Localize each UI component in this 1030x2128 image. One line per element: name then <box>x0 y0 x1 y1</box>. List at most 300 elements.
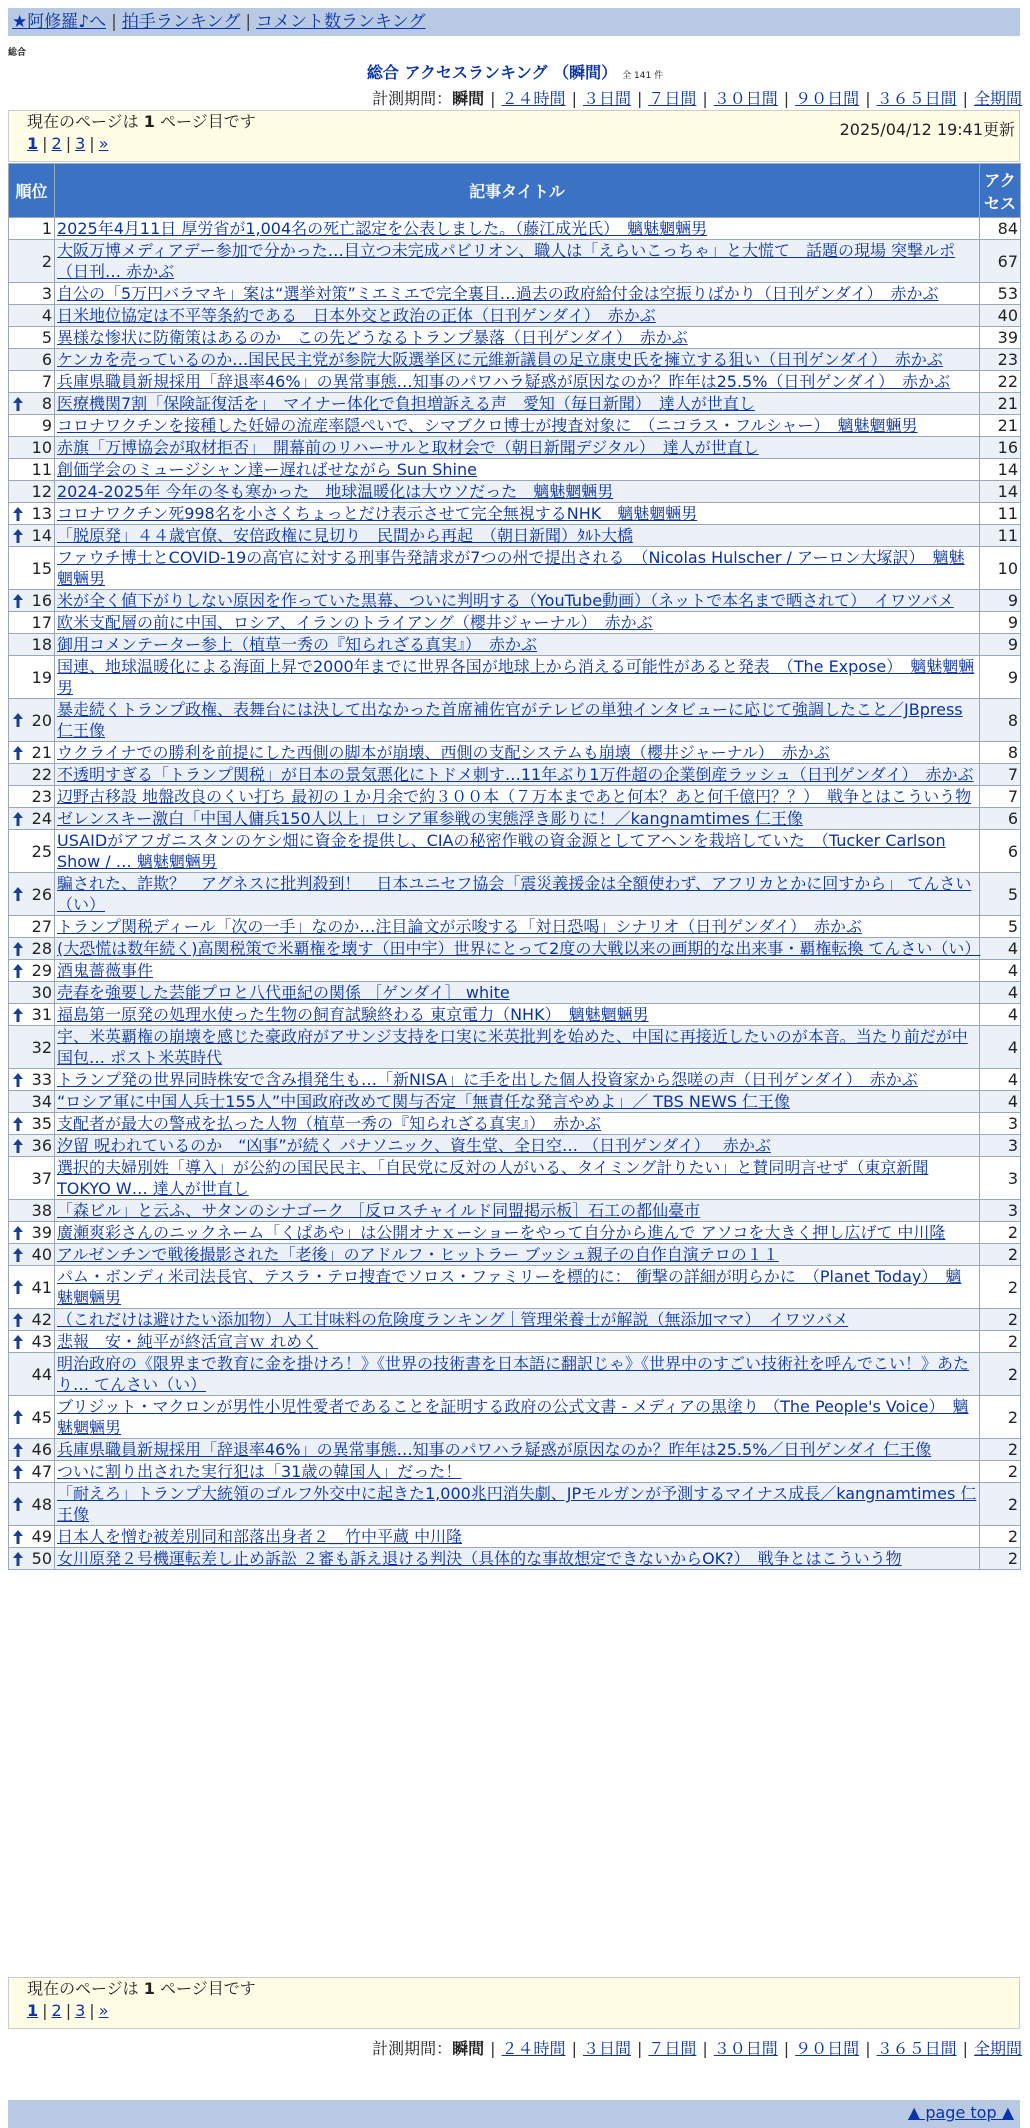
rank-number: 37 <box>31 1168 52 1188</box>
access-count: 21 <box>980 415 1021 437</box>
column-header-access: アクセス <box>980 164 1021 218</box>
article-title-link[interactable]: 異様な惨状に防衛策はあるのか この先どうなるトランプ暴落（日刊ゲンダイ） 赤かぶ <box>57 328 688 347</box>
rank-cell <box>9 1026 55 1069</box>
access-count: 8 <box>980 699 1021 742</box>
rank-number: 12 <box>31 482 52 501</box>
table-row <box>9 1026 1021 1069</box>
rank-number: 43 <box>31 1332 52 1351</box>
access-count: 5 <box>980 873 1021 916</box>
table-row <box>9 371 1021 393</box>
access-count: 2 <box>980 1353 1021 1396</box>
rank-up-arrow-icon <box>12 1409 24 1425</box>
access-count: 23 <box>980 349 1021 371</box>
rank-cell <box>9 982 55 1004</box>
table-row <box>9 393 1021 415</box>
rank-cell <box>9 547 55 590</box>
access-count: 16 <box>980 437 1021 459</box>
rank-cell <box>9 371 55 393</box>
nav-separator: | <box>245 12 252 32</box>
period-separator: | <box>702 89 708 108</box>
rank-cell <box>9 1244 55 1266</box>
period-link-0-bottom[interactable]: ２４時間 <box>501 2039 566 2058</box>
rank-number: 44 <box>31 1364 52 1384</box>
access-count: 4 <box>980 1069 1021 1091</box>
period-link-1[interactable]: ３日間 <box>582 89 631 108</box>
article-title-link[interactable]: トランプ関税ディール「次の一手」なのか…注目論文が示唆する「対日恐喝」シナリオ（日刊ゲンダイ） 赤かぶ <box>57 917 862 936</box>
title-cell <box>55 1004 980 1026</box>
rank-number: 36 <box>31 1136 52 1155</box>
rank-number: 34 <box>31 1092 52 1111</box>
rank-cell <box>9 1222 55 1244</box>
rank-cell <box>9 1069 55 1091</box>
title-cell <box>55 1135 980 1157</box>
article-title-link[interactable]: 自公の「5万円バラマキ」案は“選挙対策”ミエミエで完全裏目…過去の政府給付金は空振りばかり（日刊ゲンダイ） 赤かぶ <box>57 284 939 303</box>
rank-cell <box>9 656 55 699</box>
table-row <box>9 415 1021 437</box>
rank-number: 28 <box>31 939 52 958</box>
rank-number: 31 <box>31 1005 52 1024</box>
period-current: 瞬間 <box>452 2039 485 2058</box>
rank-up-arrow-icon <box>12 1007 24 1023</box>
article-title-link[interactable]: 米が全く値下がりしない原因を作っていた黒幕、ついに判明する（YouTube動画）（ネットで本名まで晒されて） イワツバメ <box>57 591 954 610</box>
table-row <box>9 786 1021 808</box>
period-link-4-bottom[interactable]: ９０日間 <box>795 2039 860 2058</box>
rank-cell <box>9 305 55 327</box>
article-title-link[interactable]: ファウチ博士とCOVID-19の高官に対する刑事告発請求が7つの州で提出される （Nicolas Hulscher / アーロン大塚訳） 魑魅魍魎男 <box>57 548 965 588</box>
table-row <box>9 1244 1021 1266</box>
rank-cell <box>9 830 55 873</box>
article-title-link[interactable]: 兵庫県職員新規採用「辞退率46%」の異常事態…知事のパワハラ疑惑が原因なのか？昨年は25.5%／日刊ゲンダイ 仁王像 <box>57 1440 932 1459</box>
article-title-link[interactable]: （これだけは避けたい添加物）人工甘味料の危険度ランキング｜管理栄養士が解説（無添加ママ） イワツバメ <box>57 1310 849 1329</box>
period-link-6[interactable]: 全期間 <box>973 89 1022 108</box>
title-cell <box>55 1113 980 1135</box>
rank-cell <box>9 1135 55 1157</box>
title-cell <box>55 1069 980 1091</box>
period-separator: | <box>636 2039 643 2058</box>
title-cell <box>55 525 980 547</box>
column-header-title: 記事タイトル <box>55 164 980 218</box>
access-count: 4 <box>980 1004 1021 1026</box>
rank-number: 8 <box>41 394 52 413</box>
rank-number: 42 <box>31 1310 52 1329</box>
access-count: 67 <box>980 240 1021 283</box>
comment-ranking-link[interactable]: コメント数ランキング <box>256 12 426 32</box>
rank-cell <box>9 590 55 612</box>
period-separator: | <box>962 89 968 108</box>
rank-up-arrow-icon <box>12 1496 24 1512</box>
rank-cell <box>9 764 55 786</box>
top-nav <box>8 8 1020 36</box>
table-row <box>9 240 1021 283</box>
rank-number: 45 <box>31 1407 52 1427</box>
table-row <box>9 327 1021 349</box>
table-row <box>9 960 1021 982</box>
table-row <box>9 1200 1021 1222</box>
access-count: 8 <box>980 742 1021 764</box>
rank-number: 2 <box>41 251 52 271</box>
article-title-link[interactable]: パム・ボンディ米司法長官、テスラ・テロ捜査でソロス・ファミリーを標的に： 衝撃の詳細が明らかに （Planet Today） 魑魅魍魎男 <box>57 1267 962 1307</box>
table-row <box>9 437 1021 459</box>
access-count: 14 <box>980 459 1021 481</box>
title-cell <box>55 786 980 808</box>
page-top-link[interactable]: ▲ page top ▲ <box>907 2103 1014 2122</box>
rank-cell <box>9 415 55 437</box>
access-count: 40 <box>980 305 1021 327</box>
title-cell <box>55 481 980 503</box>
period-link-3-bottom[interactable]: ３０日間 <box>713 2039 778 2058</box>
rank-up-arrow-icon <box>12 712 24 728</box>
rank-cell <box>9 459 55 481</box>
title-cell <box>55 1483 980 1526</box>
title-cell <box>55 1331 980 1353</box>
access-count: 39 <box>980 327 1021 349</box>
rank-number: 16 <box>31 591 52 610</box>
article-title-link[interactable]: 赤旗「万博協会が取材拒否」 開幕前のリハーサルと取材会で（朝日新聞デジタル） 達人が世直し <box>57 438 759 457</box>
access-count: 4 <box>980 960 1021 982</box>
title-cell <box>55 1396 980 1439</box>
article-title-link[interactable]: (大恐慌は数年続く)高関税策で米覇権を壊す（田中宇）世界にとって2度の大戦以来の画期的な出来事・覇権転換 てんさい（い） <box>57 939 981 958</box>
rank-number: 20 <box>31 710 52 730</box>
article-title-link[interactable]: 「耐えろ」トランプ大統領のゴルフ外交中に起きた1,000兆円消失劇、JPモルガンが予測するマイナス成長／kangnamtimes 仁王像 <box>57 1484 977 1524</box>
title-cell <box>55 873 980 916</box>
article-title-link[interactable]: 「脱原発」４４歳官僚、安倍政権に見切り 民間から再起 （朝日新聞）ﾀﾙﾄ大橋 <box>57 526 634 545</box>
rank-up-arrow-icon <box>12 886 24 902</box>
article-title-link[interactable]: 兵庫県職員新規採用「辞退率46%」の異常事態…知事のパワハラ疑惑が原因なのか？昨年は25.5%（日刊ゲンダイ） 赤かぶ <box>57 372 951 391</box>
title-cell <box>55 305 980 327</box>
footer-bar <box>8 2100 1020 2128</box>
article-title-link[interactable]: 欧米支配層の前に中国、ロシア、イランのトライアング（櫻井ジャーナル） 赤かぶ <box>57 613 653 632</box>
rank-number: 11 <box>31 460 52 479</box>
rank-number: 3 <box>41 284 52 303</box>
title-cell <box>55 1526 980 1548</box>
pager-bottom <box>9 2000 1019 2022</box>
article-title-link[interactable]: 日米地位協定は不平等条約である 日本外交と政治の正体（日刊ゲンダイ） 赤かぶ <box>57 306 656 325</box>
table-row <box>9 656 1021 699</box>
period-link-5[interactable]: ３６５日間 <box>876 89 957 108</box>
article-title-link[interactable]: 2025年4月11日 厚労省が1,004名の死亡認定を公表しました。（藤江成光氏） 魑魅魍魎男 <box>57 219 708 238</box>
pager-page-link-bottom[interactable]: 3 <box>75 2001 86 2020</box>
rank-number: 26 <box>31 884 52 904</box>
title-cell <box>55 371 980 393</box>
pager-next-link-bottom[interactable]: » <box>98 2001 109 2020</box>
article-title-link[interactable]: 大阪万博メディアデー参加で分かった…目立つ未完成パビリオン、職人は「えらいこっちゃ」と大慌て 話題の現場 突撃ルポ（日刊… 赤かぶ <box>57 241 956 281</box>
access-count: 2 <box>980 1483 1021 1526</box>
period-link-0[interactable]: ２４時間 <box>501 89 566 108</box>
pager-separator: | <box>65 134 72 153</box>
rank-cell <box>9 218 55 240</box>
rank-number: 49 <box>31 1527 52 1546</box>
rank-cell <box>9 960 55 982</box>
article-title-link[interactable]: 明治政府の《限界まで教育に金を掛けろ！》《世界の技術書を日本語に翻訳じゃ》《世界中のすごい技術社を呼んでこい！》あたり… てんさい（い） <box>57 1354 970 1394</box>
rank-number: 21 <box>31 743 52 762</box>
table-row <box>9 938 1021 960</box>
table-row <box>9 547 1021 590</box>
period-link-2-bottom[interactable]: ７日間 <box>648 2039 697 2058</box>
article-title-link[interactable]: ウクライナでの勝利を前提にした西側の脚本が崩壊、西側の支配システムも崩壊（櫻井ジャーナル） 赤かぶ <box>57 743 830 762</box>
table-row <box>9 481 1021 503</box>
rank-cell <box>9 808 55 830</box>
rank-cell <box>9 786 55 808</box>
article-title-link[interactable]: ついに割り出された実行犯は「31歳の韓国人」だった！ <box>57 1462 462 1481</box>
rank-number: 29 <box>31 961 52 980</box>
rank-cell <box>9 938 55 960</box>
period-selector-bottom <box>372 2036 1022 2059</box>
title-cell <box>55 503 980 525</box>
access-count: 11 <box>980 525 1021 547</box>
pager-page-link[interactable]: 2 <box>51 134 62 153</box>
article-title-link[interactable]: 医療機関7割「保険証復活を」 マイナー体化で負担増訴える声 愛知（毎日新聞） 達人が世直し <box>57 394 755 413</box>
access-count: 2 <box>980 1244 1021 1266</box>
period-link-1-bottom[interactable]: ３日間 <box>582 2039 631 2058</box>
pager-current-page-bottom[interactable]: 1 <box>27 2001 39 2020</box>
access-count: 14 <box>980 481 1021 503</box>
access-count: 4 <box>980 938 1021 960</box>
title-cell <box>55 742 980 764</box>
table-row <box>9 916 1021 938</box>
rank-up-arrow-icon <box>12 1529 24 1545</box>
pager-next-link[interactable]: » <box>98 134 109 153</box>
period-separator: | <box>490 89 496 108</box>
pager-separator: | <box>89 2001 95 2020</box>
rank-number: 4 <box>41 306 52 325</box>
table-row <box>9 590 1021 612</box>
title-cell <box>55 393 980 415</box>
article-title-link[interactable]: トランプ発の世界同時株安で含み損発生も…「新NISA」に手を出した個人投資家から怨嗟の声（日刊ゲンダイ） 赤かぶ <box>57 1070 918 1089</box>
article-title-link[interactable]: 2024-2025年 今年の冬も寒かった 地球温暖化は大ウソだった 魑魅魍魎男 <box>57 482 614 501</box>
title-cell <box>55 656 980 699</box>
clap-ranking-link[interactable]: 拍手ランキング <box>121 12 241 32</box>
rank-number: 25 <box>31 841 52 861</box>
pager-page-link[interactable]: 3 <box>75 134 86 153</box>
rank-up-arrow-icon <box>12 745 24 761</box>
article-title-link[interactable]: 宇、米英覇権の崩壊を感じた豪政府がアサンジ支持を口実に米英批判を始めた、中国に再接近したいのが本音。当たり前だが中国包… ポスト米英時代 <box>57 1027 968 1067</box>
rank-up-arrow-icon <box>12 1312 24 1328</box>
article-title-link[interactable]: 「森ビル」と云ふ、サタンのシナゴーク ［反ロスチャイルド同盟掲示板］石工の都仙臺市 <box>57 1201 701 1220</box>
title-cell <box>55 1266 980 1309</box>
article-title-link[interactable]: 日本人を憎む被差別同和部落出身者２＿竹中平蔵 中川隆 <box>57 1527 463 1546</box>
access-count: 2 <box>980 1439 1021 1461</box>
rank-up-arrow-icon <box>12 963 24 979</box>
category-label: 総合 <box>8 48 27 58</box>
article-title-link[interactable]: アルゼンチンで戦後撮影された「老後」のアドルフ・ヒットラー ブッシュ親子の自作自演テロの１１ <box>57 1245 779 1264</box>
article-title-link[interactable]: 不透明すぎる「トランプ関税」が日本の景気悪化にトドメ刺す…11年ぶり1万件超の企業倒産ラッシュ（日刊ゲンダイ） 赤かぶ <box>57 765 974 784</box>
title-cell <box>55 916 980 938</box>
article-title-link[interactable]: 酒鬼薔薇事件 <box>57 961 154 980</box>
title-cell <box>55 437 980 459</box>
access-count: 2 <box>980 1222 1021 1244</box>
pager-separator: | <box>89 134 95 153</box>
title-cell <box>55 349 980 371</box>
rank-cell <box>9 873 55 916</box>
table-row <box>9 503 1021 525</box>
rank-number: 47 <box>31 1462 52 1481</box>
table-row <box>9 1222 1021 1244</box>
article-title-link[interactable]: ケンカを売っているのか…国民民主党が参院大阪選挙区に元維新議員の足立康史氏を擁立する狙い（日刊ゲンダイ） 赤かぶ <box>57 350 943 369</box>
rank-cell <box>9 327 55 349</box>
rank-up-arrow-icon <box>12 1247 24 1263</box>
table-row <box>9 612 1021 634</box>
rank-number: 39 <box>31 1223 52 1242</box>
rank-number: 22 <box>31 765 52 784</box>
title-cell <box>55 1244 980 1266</box>
updated-timestamp: 2025/04/12 19:41更新 <box>839 120 1015 139</box>
article-title-link[interactable]: コロナワクチンを接種した妊婦の流産率隠ぺいで、シマブクロ博士が捜査対象に （ニコラス・フルシャー） 魑魅魍魎男 <box>57 416 918 435</box>
access-count: 2 <box>980 1309 1021 1331</box>
article-title-link[interactable]: 国連、地球温暖化による海面上昇で2000年までに世界各国が地球上から消える可能性があると発表 （The Expose） 魑魅魍魎男 <box>57 657 975 697</box>
nav-separator: | <box>111 12 117 32</box>
rank-cell <box>9 742 55 764</box>
article-title-link[interactable]: 女川原発２号機運転差し止め訴訟 ２審も訴え退ける判決（具体的な事故想定できないからOK?） 戦争とはこういう物 <box>57 1549 902 1568</box>
page-title: 総合 アクセスランキング （瞬間） <box>366 63 618 82</box>
article-title-link[interactable]: USAIDがアフガニスタンのケシ畑に資金を提供し、CIAの秘密作戦の資金源としてアヘンを栽培していた （Tucker Carlson Show / … 魑魅魍魎男 <box>57 831 946 871</box>
rank-up-arrow-icon <box>12 1551 24 1567</box>
rank-cell <box>9 1266 55 1309</box>
rank-number: 33 <box>31 1070 52 1089</box>
title-cell <box>55 1157 980 1200</box>
period-separator: | <box>865 2039 871 2058</box>
rank-number: 35 <box>31 1114 52 1133</box>
article-title-link[interactable]: 汐留 呪われているのか “凶事”が続く パナソニック、資生堂、全日空… （日刊ゲンダイ） 赤かぶ <box>57 1136 771 1155</box>
article-title-link[interactable]: 御用コメンテーター参上（植草一秀の『知られざる真実』） 赤かぶ <box>57 635 538 654</box>
rank-number: 6 <box>41 350 52 369</box>
article-title-link[interactable]: 支配者が最大の警戒を払った人物（植草一秀の『知られざる真実』） 赤かぶ <box>57 1114 602 1133</box>
title-cell <box>55 1222 980 1244</box>
table-row <box>9 634 1021 656</box>
rank-cell <box>9 1157 55 1200</box>
access-count: 9 <box>980 590 1021 612</box>
access-count: 7 <box>980 764 1021 786</box>
rank-cell <box>9 1309 55 1331</box>
table-row <box>9 1091 1021 1113</box>
rank-cell <box>9 1526 55 1548</box>
access-count: 3 <box>980 1157 1021 1200</box>
article-title-link[interactable]: 辺野古移設 地盤改良のくい打ち 最初の１か月余で約３００本（７万本まであと何本？あと何千億円？？） 戦争とはこういう物 <box>57 787 972 806</box>
rank-up-arrow-icon <box>12 593 24 609</box>
article-title-link[interactable]: 悲報 安・純平が終活宣言ｗ れめく <box>57 1332 319 1351</box>
rank-up-arrow-icon <box>12 1464 24 1480</box>
period-separator: | <box>636 89 643 108</box>
rank-up-arrow-icon <box>12 1279 24 1295</box>
title-cell <box>55 1548 980 1570</box>
title-cell <box>55 982 980 1004</box>
article-title-link[interactable]: ゼレンスキー激白「中国人傭兵150人以上」ロシア軍参戦の実態浮き彫りに！／kangnamtimes 仁王像 <box>57 809 803 828</box>
rank-number: 10 <box>31 438 52 457</box>
article-title-link[interactable]: 騙された、詐欺？ アグネスに批判殺到！ 日本ユニセフ協会「震災義援金は全額使わず、アフリカとかに回すから」 てんさい（い） <box>57 874 972 914</box>
period-separator: | <box>783 89 790 108</box>
period-link-5-bottom[interactable]: ３６５日間 <box>876 2039 957 2058</box>
rank-up-arrow-icon <box>12 1116 24 1132</box>
ranking-table <box>8 163 1021 1570</box>
period-link-6-bottom[interactable]: 全期間 <box>973 2039 1022 2058</box>
access-count: 2 <box>980 1266 1021 1309</box>
table-row <box>9 1266 1021 1309</box>
rank-number: 14 <box>31 526 52 545</box>
access-count: 53 <box>980 283 1021 305</box>
period-separator: | <box>571 2039 577 2058</box>
access-count: 6 <box>980 830 1021 873</box>
rank-number: 50 <box>31 1549 52 1568</box>
access-count: 2 <box>980 1548 1021 1570</box>
article-title-link[interactable]: 暴走続くトランプ政権、表舞台には決して出なかった首席補佐官がテレビの単独インタビューに応じて強調したこと／JBpress 仁王像 <box>57 700 963 740</box>
period-link-3[interactable]: ３０日間 <box>713 89 778 108</box>
article-title-link[interactable]: “ロシア軍に中国人兵士155人”中国政府改めて関与否定「無責任な発言やめよ」／ TBS NEWS 仁王像 <box>57 1092 791 1111</box>
rank-cell <box>9 283 55 305</box>
pager-current-page[interactable]: 1 <box>27 134 39 153</box>
rank-number: 13 <box>31 504 52 523</box>
rank-number: 19 <box>31 667 52 687</box>
rank-up-arrow-icon <box>12 1442 24 1458</box>
table-row <box>9 1157 1021 1200</box>
table-row <box>9 808 1021 830</box>
table-row <box>9 742 1021 764</box>
table-row <box>9 1483 1021 1526</box>
access-count: 4 <box>980 1091 1021 1113</box>
rank-up-arrow-icon <box>12 1072 24 1088</box>
title-cell <box>55 634 980 656</box>
table-row <box>9 1135 1021 1157</box>
article-title-link[interactable]: 福島第一原発の処理水使った生物の飼育試験終わる 東京電力（NHK） 魑魅魍魎男 <box>57 1005 649 1024</box>
rank-up-arrow-icon <box>12 941 24 957</box>
home-link[interactable]: ★阿修羅♪へ <box>12 12 107 32</box>
rank-cell <box>9 393 55 415</box>
rank-number: 7 <box>41 372 52 391</box>
rank-number: 17 <box>31 613 52 632</box>
pager-page-link-bottom[interactable]: 2 <box>51 2001 62 2020</box>
period-link-4[interactable]: ９０日間 <box>795 89 860 108</box>
title-cell <box>55 1026 980 1069</box>
period-separator: | <box>865 89 871 108</box>
title-cell <box>55 327 980 349</box>
rank-cell <box>9 634 55 656</box>
rank-cell <box>9 349 55 371</box>
rank-up-arrow-icon <box>12 1225 24 1241</box>
period-separator: | <box>962 2039 968 2058</box>
table-row <box>9 459 1021 481</box>
rank-cell <box>9 503 55 525</box>
rank-number: 15 <box>31 558 52 578</box>
rank-up-arrow-icon <box>12 1334 24 1350</box>
period-separator: | <box>702 2039 708 2058</box>
table-row <box>9 1439 1021 1461</box>
article-title-link[interactable]: 選択的夫婦別姓「導入」が公約の国民民主、「自民党に反対の人がいる、タイミング計りたい」と賛同明言せず（東京新聞TOKYO W… 達人が世直し <box>57 1158 929 1198</box>
access-count: 3 <box>980 1135 1021 1157</box>
article-title-link[interactable]: ブリジット・マクロンが男性小児性愛者であることを証明する政府の公式文書 - メディアの黒塗り （The People's Voice） 魑魅魍魎男 <box>57 1397 969 1437</box>
table-row <box>9 1309 1021 1331</box>
rank-cell <box>9 525 55 547</box>
rank-cell <box>9 240 55 283</box>
article-title-link[interactable]: コロナワクチン死998名を小さくちょっとだけ表示させて完全無視するNHK 魑魅魍魎男 <box>57 504 698 523</box>
rank-cell <box>9 1331 55 1353</box>
access-count: 2 <box>980 1461 1021 1483</box>
period-link-2[interactable]: ７日間 <box>648 89 697 108</box>
status-panel-top <box>8 110 1020 162</box>
title-cell <box>55 808 980 830</box>
title-cell <box>55 960 980 982</box>
article-title-link[interactable]: 売春を強要した芸能プロと八代亜紀の関係 ［ゲンダイ］ white <box>57 983 510 1002</box>
access-count: 3 <box>980 1200 1021 1222</box>
table-row <box>9 764 1021 786</box>
column-header-rank: 順位 <box>9 164 55 218</box>
title-cell <box>55 1091 980 1113</box>
period-separator: | <box>571 89 577 108</box>
rank-cell <box>9 481 55 503</box>
article-title-link[interactable]: 廣瀬爽彩さんのニックネーム「くぱあや」は公開オナｘーショーをやって自分から進んで アソコを大きく押し広げて 中川隆 <box>57 1223 946 1242</box>
rank-number: 18 <box>31 635 52 654</box>
rank-number: 1 <box>41 219 52 238</box>
table-header-row <box>9 164 1021 218</box>
current-page-text: 現在のページは 1 ページ目です <box>27 112 256 131</box>
article-title-link[interactable]: 創価学会のミュージシャン達ー遅ればせながら Sun Shine <box>57 460 477 479</box>
